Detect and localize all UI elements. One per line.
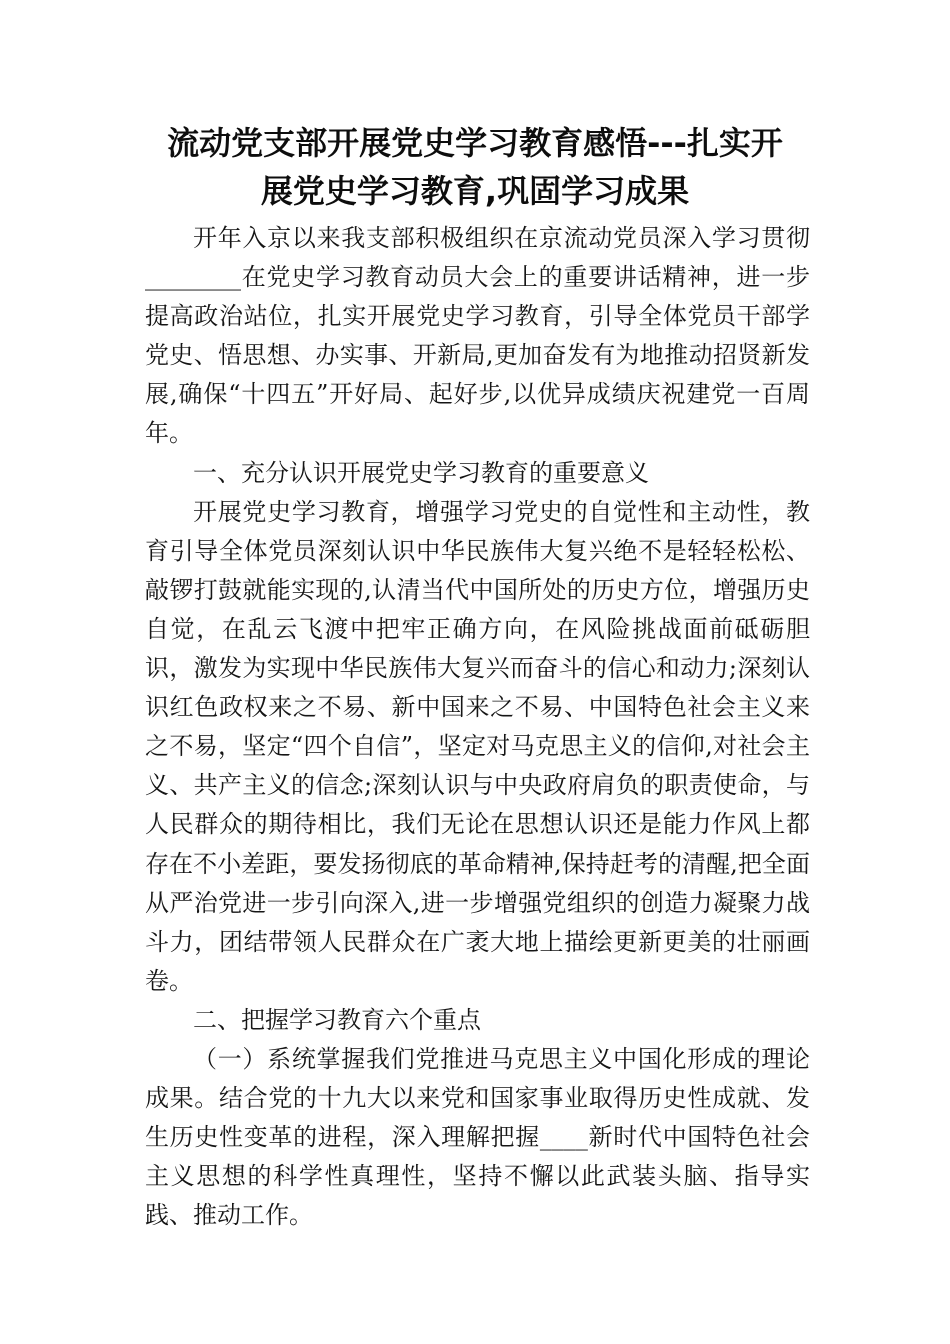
document-title-line-2: 展党史学习教育,巩固学习成果	[260, 172, 690, 210]
document-body	[145, 219, 810, 1235]
section-2-paragraph: （一）系统掌握我们党推进马克思主义中国化形成的理论成果。结合党的十九大以来党和国家事业取得历史性成就、发生历史性变革的进程，深入理解把握____新时代中国特色社会主义思想的科学性真理性，坚持不懈以此武装头脑、指导实践、推动工作。	[145, 1044, 810, 1230]
section-heading-2: 二、把握学习教育六个重点	[193, 1005, 481, 1034]
intro-paragraph: 开年入京以来我支部积极组织在京流动党员深入学习贯彻________在党史学习教育动员大会上的重要讲话精神，进一步提高政治站位，扎实开展党史学习教育，引导全体党员干部学党史、悟思想、办实事、开新局,更加奋发有为地推动招贤新发展,确保“十四五”开好局、起好步,以优异成绩庆祝建党一百周年。	[145, 224, 810, 448]
document-title-line-1: 流动党支部开展党史学习教育感悟---扎实开	[167, 124, 783, 162]
section-1-paragraph: 开展党史学习教育，增强学习党史的自觉性和主动性，教育引导全体党员深刻认识中华民族伟大复兴绝不是轻轻松松、敲锣打鼓就能实现的,认清当代中国所处的历史方位，增强历史自觉，在乱云飞渡中把牢正确方向，在风险挑战面前砥砺胆识，激发为实现中华民族伟大复兴而奋斗的信心和动力;深刻认识红色政权来之不易、新中国来之不易、中国特色社会主义来之不易，坚定“四个自信”，坚定对马克思主义的信仰,对社会主义、共产主义的信念;深刻认识与中央政府肩负的职责使命，与人民群众的期待相比，我们无论在思想认识还是能力作风上都存在不小差距，要发扬彻底的革命精神,保持赶考的清醒,把全面从严治党进一步引向深入,进一步增强党组织的创造力凝聚力战斗力，团结带领人民群众在广袤大地上描绘更新更美的壮丽画卷。	[145, 497, 810, 995]
section-heading-1: 一、充分认识开展党史学习教育的重要意义	[193, 458, 649, 487]
